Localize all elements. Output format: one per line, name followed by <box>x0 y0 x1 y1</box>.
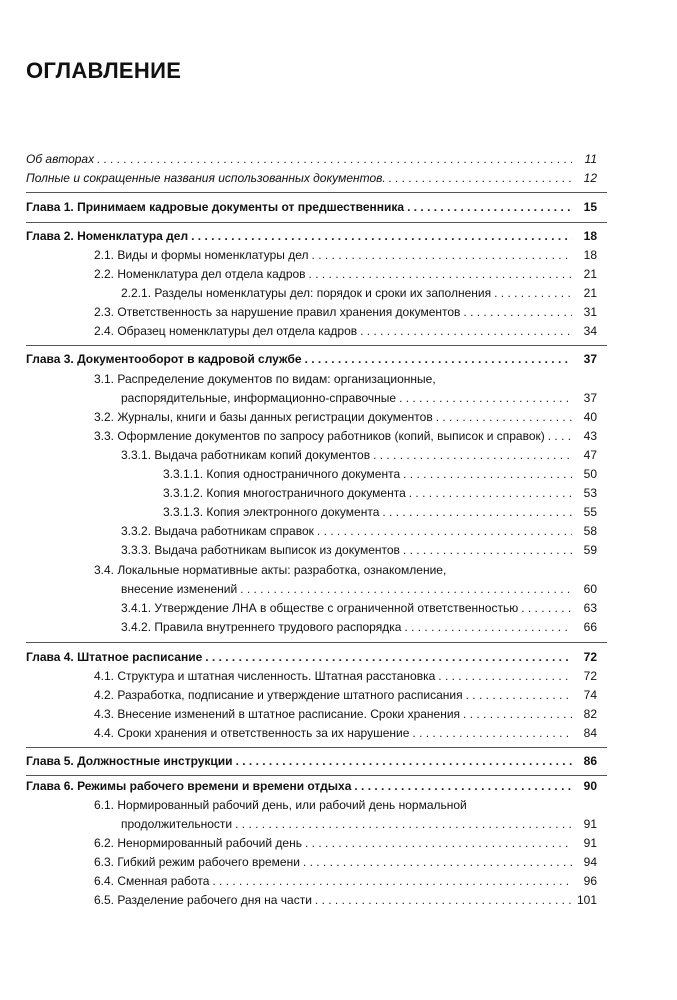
toc-entry-text: 6.5. Разделение рабочего дня на части <box>94 893 312 907</box>
toc-entry-text: 2.4. Образец номенклатуры дел отдела кадров <box>94 324 358 338</box>
toc-entry <box>121 582 597 596</box>
toc-entry <box>121 286 597 300</box>
toc-entry-page: 72 <box>583 650 597 664</box>
toc-entry-text: 3.4.2. Правила внутреннего трудового распорядка <box>121 620 402 634</box>
toc-entry-page: 11 <box>584 152 597 166</box>
leader-dots <box>212 874 572 888</box>
toc-entry-abbreviations <box>26 171 597 185</box>
toc-entry-page: 74 <box>583 688 597 702</box>
leader-dots <box>463 305 572 319</box>
leader-dots <box>236 754 572 768</box>
toc-entry-text: 3.3.1. Выдача работникам копий документов <box>121 448 371 462</box>
toc-entry-text: 3.3.1.2. Копия многостраничного документа <box>163 486 406 500</box>
toc-entry-text: Полные и сокращенные названия использованных документов. <box>26 171 386 185</box>
toc-entry-page: 59 <box>583 543 597 557</box>
leader-dots <box>373 448 572 462</box>
leader-dots <box>436 410 572 424</box>
toc-entry-text: Об авторах <box>26 152 95 166</box>
toc-entry <box>94 688 597 702</box>
toc-entry-page: 50 <box>583 467 597 481</box>
toc-entry-text: 2.2. Номенклатура дел отдела кадров <box>94 267 306 281</box>
toc-entry <box>121 817 597 831</box>
toc-entry-text: 3.2. Журналы, книги и базы данных регистрации документов <box>94 410 433 424</box>
toc-entry-text: 3.1. Распределение документов по видам: организационные, <box>94 372 436 386</box>
toc-entry-text: Глава 1. Принимаем кадровые документы от предшественника <box>26 200 405 214</box>
toc-entry-page: 18 <box>583 229 597 243</box>
toc-entry <box>94 324 597 338</box>
toc-entry-page: 37 <box>583 352 597 366</box>
leader-dots <box>438 669 572 683</box>
toc-entry-page: 86 <box>583 754 597 768</box>
toc-entry-page: 66 <box>583 620 597 634</box>
toc-entry-page: 72 <box>583 669 597 683</box>
toc-entry <box>94 855 597 869</box>
toc-entry-page: 91 <box>583 817 597 831</box>
toc-entry-text: распорядительные, информационно-справочные <box>121 391 397 405</box>
page-title: ОГЛАВЛЕНИЕ <box>26 58 182 83</box>
toc-entry-text: 3.4.1. Утверждение ЛНА в обществе с ограниченной ответственностью <box>121 601 519 615</box>
leader-dots <box>403 543 572 557</box>
toc-entry <box>94 707 597 721</box>
toc-entry-page: 82 <box>583 707 597 721</box>
toc-entry-page: 96 <box>583 874 597 888</box>
toc-entry-page: 34 <box>583 324 597 338</box>
toc-entry-page: 53 <box>583 486 597 500</box>
toc-entry-text: 2.3. Ответственность за нарушение правил хранения документов <box>94 305 461 319</box>
toc-entry-page: 21 <box>583 286 597 300</box>
leader-dots <box>97 152 572 166</box>
toc-entry <box>94 429 597 443</box>
section-divider <box>26 222 607 223</box>
leader-dots <box>360 324 572 338</box>
toc-entry <box>121 448 597 462</box>
leader-dots <box>235 817 572 831</box>
toc-entry-page: 15 <box>583 200 597 214</box>
toc-entry-text: 6.2. Ненормированный рабочий день <box>94 836 302 850</box>
leader-dots <box>382 505 572 519</box>
toc-entry-text: внесение изменений <box>121 582 238 596</box>
leader-dots <box>463 707 572 721</box>
leader-dots <box>404 620 572 634</box>
toc-entry-page: 40 <box>583 410 597 424</box>
leader-dots <box>521 601 572 615</box>
toc-entry-text: 2.1. Виды и формы номенклатуры дел <box>94 248 309 262</box>
toc-entry-text: Глава 2. Номенклатура дел <box>26 229 189 243</box>
toc-entry-page: 84 <box>583 726 597 740</box>
toc-entry-text: 3.3.2. Выдача работникам справок <box>121 524 314 538</box>
toc-entry-page: 12 <box>583 171 597 185</box>
toc-chapter-4 <box>26 650 597 664</box>
section-divider <box>26 192 607 193</box>
toc-entry-text: 3.3.1.1. Копия одностраничного документа <box>163 467 401 481</box>
leader-dots <box>317 524 572 538</box>
toc-entry-text: 6.3. Гибкий режим рабочего времени <box>94 855 300 869</box>
leader-dots <box>305 836 572 850</box>
toc-entry-text: 4.3. Внесение изменений в штатное расписание. Сроки хранения <box>94 707 461 721</box>
toc-entry-page: 90 <box>583 779 597 793</box>
toc-entry-text: 3.3.3. Выдача работникам выписок из документов <box>121 543 400 557</box>
leader-dots <box>399 391 572 405</box>
toc-entry <box>163 467 597 481</box>
toc-entry-page: 31 <box>583 305 597 319</box>
toc-entry <box>121 620 597 634</box>
leader-dots <box>309 267 572 281</box>
toc-entry-page: 58 <box>583 524 597 538</box>
toc-entry <box>94 410 597 424</box>
toc-entry <box>94 305 597 319</box>
toc-entry <box>163 505 597 519</box>
section-divider <box>26 642 607 643</box>
toc-entry-page: 94 <box>583 855 597 869</box>
toc-entry-text: 4.2. Разработка, подписание и утверждение штатного расписания <box>94 688 463 702</box>
toc-entry-page: 55 <box>583 505 597 519</box>
toc-entry <box>94 893 597 907</box>
leader-dots <box>494 286 572 300</box>
section-divider <box>26 775 607 776</box>
section-divider <box>26 747 607 748</box>
toc-entry <box>94 248 597 262</box>
toc-entry-text: Глава 4. Штатное расписание <box>26 650 203 664</box>
toc-chapter-3 <box>26 352 597 366</box>
toc-entry-page: 63 <box>583 601 597 615</box>
toc-entry-text: 4.4. Сроки хранения и ответственность за их нарушение <box>94 726 410 740</box>
toc-entry-text: 6.4. Сменная работа <box>94 874 210 888</box>
leader-dots <box>305 352 572 366</box>
toc-entry-authors <box>26 152 597 166</box>
toc-entry-text: 3.4. Локальные нормативные акты: разработка, ознакомление, <box>94 563 447 577</box>
toc-entry <box>121 524 597 538</box>
toc-entry-text: 3.3.1.3. Копия электронного документа <box>163 505 380 519</box>
leader-dots <box>191 229 572 243</box>
toc-chapter-6 <box>26 779 597 793</box>
leader-dots <box>389 171 572 185</box>
leader-dots <box>240 582 572 596</box>
section-divider <box>26 345 607 346</box>
toc-entry-page: 18 <box>583 248 597 262</box>
leader-dots <box>312 248 572 262</box>
leader-dots <box>205 650 572 664</box>
toc-entry-page: 91 <box>583 836 597 850</box>
toc-entry-text: 6.1. Нормированный рабочий день, или рабочий день нормальной <box>94 798 467 812</box>
toc-entry-page: 101 <box>576 893 597 907</box>
toc-entry-text: продолжительности <box>121 817 233 831</box>
toc-entry <box>94 267 597 281</box>
leader-dots <box>303 855 572 869</box>
leader-dots <box>548 429 572 443</box>
leader-dots <box>409 486 572 500</box>
toc-entry-page: 60 <box>583 582 597 596</box>
toc-entry <box>94 669 597 683</box>
toc-entry-text: 4.1. Структура и штатная численность. Штатная расстановка <box>94 669 436 683</box>
toc-chapter-5 <box>26 754 597 768</box>
toc-entry-page: 37 <box>583 391 597 405</box>
leader-dots <box>354 779 572 793</box>
toc-entry <box>94 726 597 740</box>
leader-dots <box>466 688 572 702</box>
leader-dots <box>412 726 572 740</box>
toc-entry <box>121 543 597 557</box>
toc-chapter-2 <box>26 229 597 243</box>
toc-entry-text: Глава 3. Документооборот в кадровой службе <box>26 352 302 366</box>
toc-entry <box>94 874 597 888</box>
toc-entry <box>121 601 597 615</box>
leader-dots <box>315 893 572 907</box>
toc-entry <box>94 836 597 850</box>
toc-entry-page: 43 <box>583 429 597 443</box>
toc-chapter-1 <box>26 200 597 214</box>
toc-entry-text: Глава 5. Должностные инструкции <box>26 754 233 768</box>
toc-entry-page: 47 <box>583 448 597 462</box>
leader-dots <box>403 467 572 481</box>
toc-entry-page: 21 <box>583 267 597 281</box>
toc-entry-text: 2.2.1. Разделы номенклатуры дел: порядок и сроки их заполнения <box>121 286 492 300</box>
leader-dots <box>407 200 572 214</box>
toc-entry-text: 3.3. Оформление документов по запросу работников (копий, выписок и справок) <box>94 429 545 443</box>
toc-entry <box>121 391 597 405</box>
toc-entry-text: Глава 6. Режимы рабочего времени и времени отдыха <box>26 779 352 793</box>
toc-entry <box>163 486 597 500</box>
